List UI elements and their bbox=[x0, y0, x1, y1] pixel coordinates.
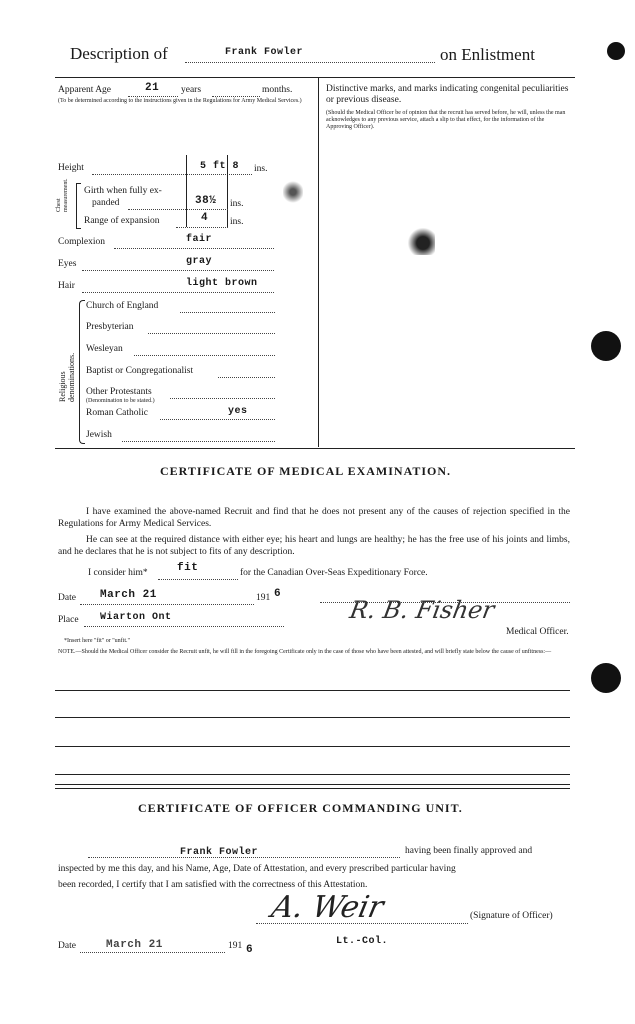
religion-label: Religious denominations. bbox=[58, 352, 76, 402]
medical-officer-signature: R. B. Fisher bbox=[347, 596, 497, 624]
religion-brace bbox=[79, 300, 85, 444]
range-value: 4 bbox=[201, 212, 209, 224]
place-label: Place bbox=[58, 615, 79, 625]
height-value: 5 ft 8 bbox=[200, 161, 240, 172]
height-label: Height bbox=[58, 163, 84, 173]
chest-label: Chest measurement. bbox=[56, 178, 69, 212]
medical-para1: I have examined the above-named Recruit and find that he does not present any of the causes of rejection specified in the Regulations for Army Medical Services. bbox=[58, 507, 570, 529]
unfitness-line bbox=[55, 746, 570, 747]
eyes-value: gray bbox=[186, 256, 213, 267]
hair-label: Hair bbox=[58, 281, 75, 291]
religion-presbyterian: Presbyterian bbox=[86, 322, 134, 332]
religion-other-protestants: Other Protestants bbox=[86, 387, 152, 397]
girth-label-1: Girth when fully ex- bbox=[84, 186, 162, 196]
officer-year-prefix: 191 bbox=[228, 941, 243, 951]
date-label: Date bbox=[58, 593, 76, 603]
hair-value: light brown bbox=[186, 278, 258, 289]
months-label: months. bbox=[262, 85, 293, 95]
unfitness-line bbox=[55, 717, 570, 718]
medical-officer-label: Medical Officer. bbox=[506, 627, 569, 637]
religion-baptist: Baptist or Congregationalist bbox=[86, 366, 194, 376]
officer-line3: been recorded, I certify that I am satisfied with the correctness of this Attestation. bbox=[58, 880, 368, 890]
officer-signature-label: (Signature of Officer) bbox=[470, 911, 553, 921]
officer-line1: having been finally approved and bbox=[405, 846, 533, 856]
ink-blot bbox=[283, 180, 303, 204]
punch-hole bbox=[607, 42, 625, 60]
religion-rc-value: yes bbox=[228, 406, 248, 417]
unfitness-line bbox=[55, 690, 570, 691]
religion-other-note: (Denomination to be stated.) bbox=[86, 398, 155, 404]
religion-roman-catholic: Roman Catholic bbox=[86, 408, 149, 418]
religion-wesleyan: Wesleyan bbox=[86, 344, 123, 354]
girth-ins: ins. bbox=[230, 199, 244, 209]
header-description-of: Description of bbox=[70, 44, 168, 63]
age-note: (To be determined according to the instructions given in the Regulations for Army Medical Services.) bbox=[58, 98, 302, 104]
date-value: March 21 bbox=[100, 589, 157, 601]
punch-hole bbox=[591, 663, 621, 693]
medical-note: NOTE.—Should the Medical Officer consider the Recruit unfit, he will fill in the foregoing Certificate only in the case of those who have been attested, and will briefly state below the cause of unfitness:— bbox=[58, 649, 552, 655]
complexion-value: fair bbox=[186, 234, 213, 245]
religion-church-of-england: Church of England bbox=[86, 301, 159, 311]
religion-jewish: Jewish bbox=[86, 430, 112, 440]
year-prefix: 191 bbox=[256, 593, 271, 603]
recruit-name: Frank Fowler bbox=[225, 47, 304, 58]
year-suffix: 6 bbox=[274, 588, 282, 600]
age-label: Apparent Age bbox=[58, 85, 112, 95]
insert-note: *Insert here "fit" or "unfit." bbox=[64, 638, 130, 644]
complexion-label: Complexion bbox=[58, 237, 105, 247]
punch-hole bbox=[591, 331, 621, 361]
consider-value: fit bbox=[177, 562, 199, 574]
officer-year-suffix: 6 bbox=[246, 944, 254, 956]
height-ins: ins. bbox=[254, 164, 268, 174]
header-on-enlistment: on Enlistment bbox=[440, 45, 535, 64]
girth-label-2: panded bbox=[92, 198, 120, 208]
eyes-label: Eyes bbox=[58, 259, 77, 269]
officer-date-value: March 21 bbox=[106, 939, 163, 951]
range-label: Range of expansion bbox=[84, 216, 160, 226]
consider-suffix: for the Canadian Over-Seas Expeditionary Force. bbox=[240, 568, 428, 578]
unfitness-line bbox=[55, 774, 570, 775]
consider-label: I consider him* bbox=[88, 568, 148, 578]
ink-marks bbox=[405, 225, 435, 255]
officer-line2: inspected by me this day, and his Name, Age, Date of Attestation, and every prescribed particular having bbox=[58, 864, 456, 874]
distinctive-note: (Should the Medical Officer be of opinion that the recruit has served before, he will, unless the man acknowledges to any previous service, attach a slip to that effect, for the information of the Approving Officer). bbox=[326, 110, 566, 130]
officer-title: CERTIFICATE OF OFFICER COMMANDING UNIT. bbox=[138, 801, 463, 815]
place-value: Wiarton Ont bbox=[100, 612, 172, 623]
years-label: years bbox=[181, 85, 202, 95]
section-divider bbox=[55, 784, 570, 789]
distinctive-label: Distinctive marks, and marks indicating congenital peculiarities or previous disease. bbox=[326, 84, 569, 105]
girth-value: 38½ bbox=[195, 195, 217, 207]
medical-para2: He can see at the required distance with either eye; his heart and lungs are healthy; he has the free use of his joints and limbs, and he declares that he is not subject to fits of any description. bbox=[58, 535, 570, 557]
column-divider bbox=[318, 77, 319, 447]
officer-date-label: Date bbox=[58, 941, 76, 951]
range-ins: ins. bbox=[230, 217, 244, 227]
officer-signature: A. Weir bbox=[268, 890, 387, 925]
officer-rank: Lt.-Col. bbox=[336, 936, 389, 947]
chest-brace bbox=[76, 183, 81, 229]
age-value: 21 bbox=[145, 82, 160, 94]
officer-recruit-name: Frank Fowler bbox=[180, 847, 259, 858]
medical-title: CERTIFICATE OF MEDICAL EXAMINATION. bbox=[160, 464, 452, 478]
